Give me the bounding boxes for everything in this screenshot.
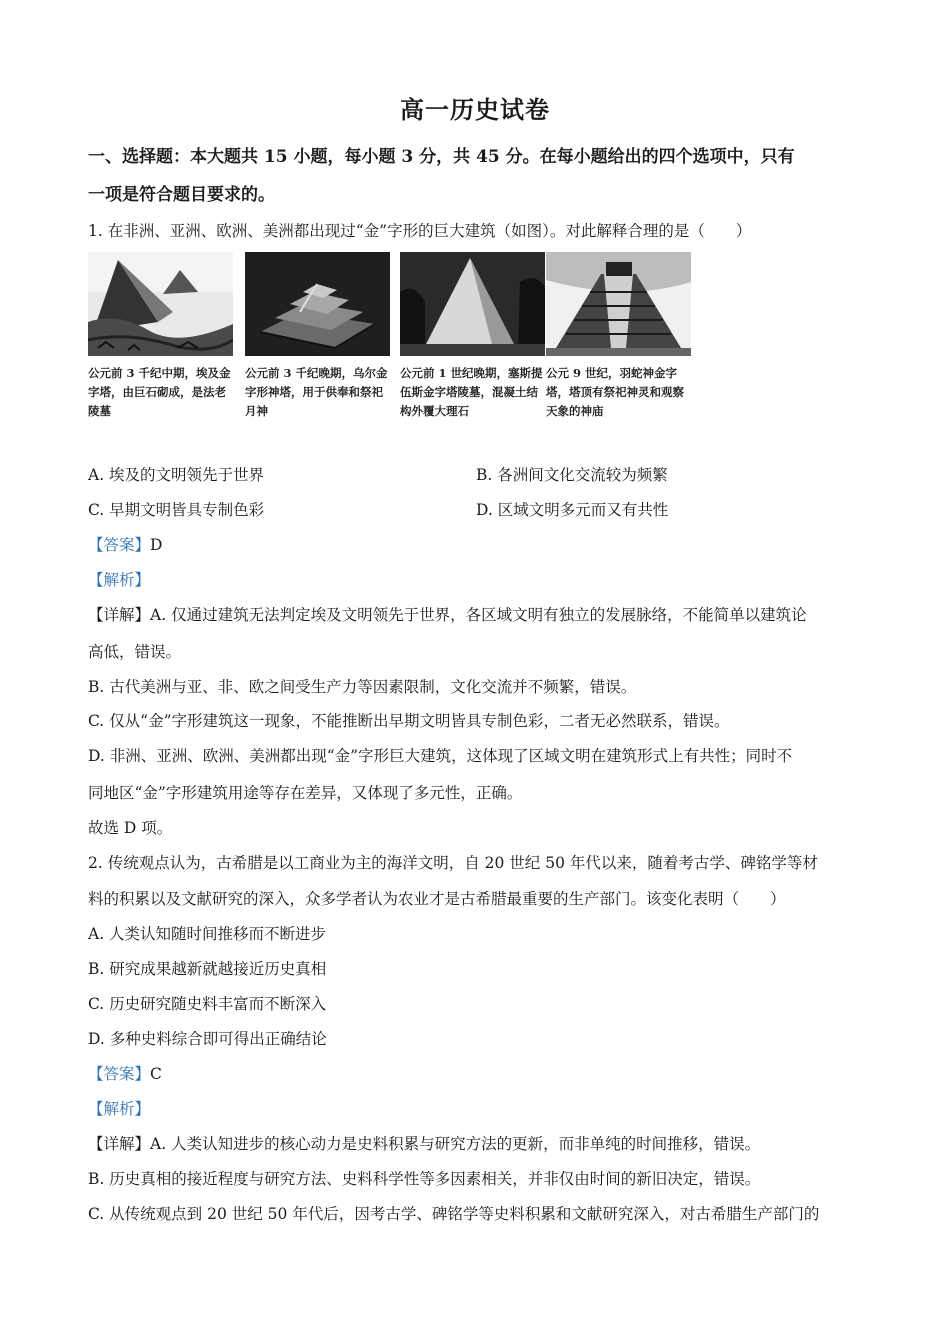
q1-detail-line: 同地区“金”字形建筑用途等存在差异，又体现了多元性，正确。 xyxy=(88,784,523,802)
answer-value: C xyxy=(150,1065,162,1083)
q1-option-d: D. 区域文明多元而又有共性 xyxy=(476,501,669,519)
answer-tag: 【答案】 xyxy=(88,536,151,554)
q2-option-d: D. 多种史料综合即可得出正确结论 xyxy=(88,1030,327,1048)
q1-detail-line: D. 非洲、亚洲、欧洲、美洲都出现“金”字形巨大建筑，这体现了区域文明在建筑形式上有共性；同时不 xyxy=(88,747,793,765)
q2-analysis xyxy=(88,1097,878,1119)
figure-caption: 公元 9 世纪，羽蛇神金字塔，塔顶有祭祀神灵和观察天象的神庙 xyxy=(546,366,684,418)
q2-option-b: B. 研究成果越新就越接近历史真相 xyxy=(88,960,327,978)
q1-option-b: B. 各洲间文化交流较为频繁 xyxy=(476,466,668,484)
q2-stem-line2: 料的积累以及文献研究的深入，众多学者认为农业才是古希腊最重要的生产部门。该变化表明（ ） xyxy=(88,890,786,908)
figure-kukulcan-pyramid xyxy=(546,252,691,428)
figure-egypt-pyramid xyxy=(88,252,233,428)
detail-tag: 【详解】 xyxy=(88,1135,151,1153)
figure-caption: 公元前 3 千纪中期，埃及金字塔，由巨石砌成，是法老陵墓 xyxy=(88,366,231,418)
detail-tag: 【详解】 xyxy=(88,606,151,624)
q1-option-a: A. 埃及的文明领先于世界 xyxy=(88,466,265,484)
detail-text: A. 仅通过建筑无法判定埃及文明领先于世界，各区域文明有独立的发展脉络，不能简单以建筑论 xyxy=(150,606,807,624)
q2-stem-line1: 2. 传统观点认为，古希腊是以工商业为主的海洋文明，自 20 世纪 50 年代以来，随着考古学、碑铭学等材 xyxy=(88,854,818,872)
q1-detail-line xyxy=(88,603,878,625)
q2-option-c: C. 历史研究随史料丰富而不断深入 xyxy=(88,995,327,1013)
figure-cestius-pyramid xyxy=(400,252,545,428)
q1-detail-line: C. 仅从“金”字形建筑这一现象，不能推断出早期文明皆具专制色彩，二者无必然联系，错误。 xyxy=(88,712,730,730)
section-heading-line2: 一项是符合题目要求的。 xyxy=(88,185,275,205)
detail-text: A. 人类认知进步的核心动力是史料积累与研究方法的更新，而非单纯的时间推移，错误。 xyxy=(150,1135,761,1153)
analysis-tag: 【解析】 xyxy=(88,1100,151,1118)
analysis-tag: 【解析】 xyxy=(88,571,151,589)
q2-answer xyxy=(88,1062,878,1084)
kukulcan-pyramid-image xyxy=(546,252,691,356)
figure-ur-ziggurat xyxy=(245,252,390,428)
q1-detail-line: B. 古代美洲与亚、非、欧之间受生产力等因素限制，文化交流并不频繁，错误。 xyxy=(88,678,637,696)
q1-analysis xyxy=(88,568,878,590)
q2-detail-line xyxy=(88,1132,878,1154)
ur-ziggurat-image xyxy=(245,252,390,356)
q1-conclusion: 故选 D 项。 xyxy=(88,819,173,837)
answer-value: D xyxy=(150,536,163,554)
figure-caption: 公元前 3 千纪晚期，乌尔金字形神塔，用于供奉和祭祀月神 xyxy=(245,366,388,418)
cestius-pyramid-image xyxy=(400,252,545,356)
q1-stem: 1. 在非洲、亚洲、欧洲、美洲都出现过“金”字形的巨大建筑（如图）。对此解释合理的是（ ） xyxy=(88,222,752,240)
q1-answer xyxy=(88,533,878,555)
answer-tag: 【答案】 xyxy=(88,1065,151,1083)
q2-detail-line: C. 从传统观点到 20 世纪 50 年代后，因考古学、碑铭学等史料积累和文献研究深入，对古希腊生产部门的 xyxy=(88,1205,820,1223)
page-title: 高一历史试卷 xyxy=(400,95,550,124)
q1-figure-row xyxy=(88,252,688,428)
q1-option-c: C. 早期文明皆具专制色彩 xyxy=(88,501,265,519)
egypt-pyramid-image xyxy=(88,252,233,356)
q2-detail-line: B. 历史真相的接近程度与研究方法、史料科学性等多因素相关，并非仅由时间的新旧决定，错误。 xyxy=(88,1170,761,1188)
figure-caption: 公元前 1 世纪晚期，塞斯提伍斯金字塔陵墓，混凝土结构外覆大理石 xyxy=(400,366,543,418)
q2-option-a: A. 人类认知随时间推移而不断进步 xyxy=(88,925,327,943)
section-heading-line1: 一、选择题：本大题共 15 小题，每小题 3 分，共 45 分。在每小题给出的四个选项中，只有 xyxy=(88,147,795,167)
q1-detail-line: 高低，错误。 xyxy=(88,643,182,661)
